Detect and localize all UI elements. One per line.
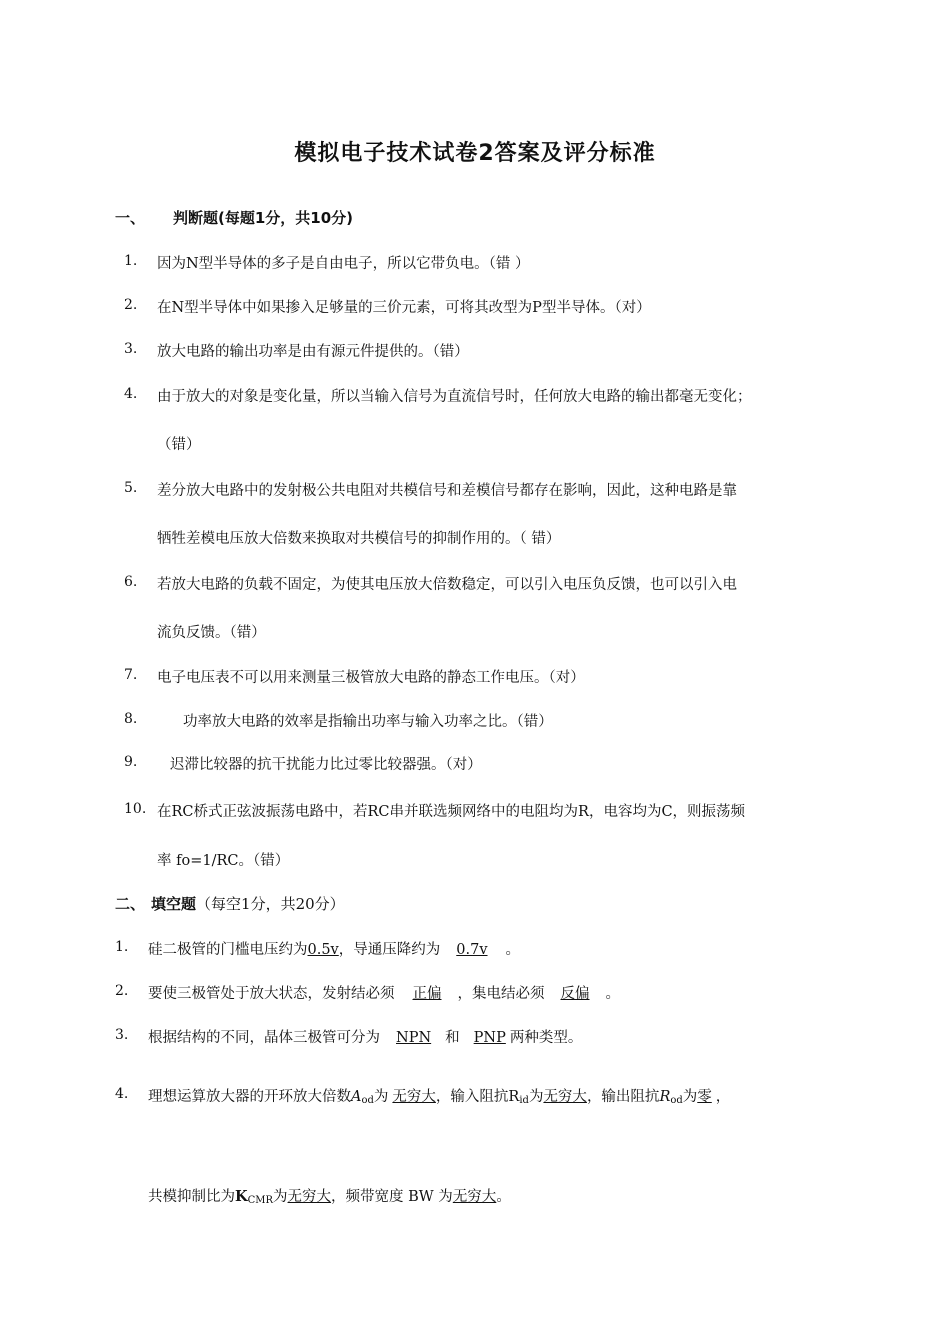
- q2-2-number: 2.: [115, 983, 129, 999]
- q2-4-sym-rid-sub: id: [519, 1095, 529, 1106]
- q2-1-blank-2: 0.7v: [456, 942, 488, 958]
- q1-5-text: 差分放大电路中的发射极公共电阻对共模信号和差模信号都存在影响，因此，这种电路是靠: [157, 483, 737, 499]
- q2-4-blank-1: 无穷大: [392, 1089, 436, 1105]
- q2-1-text-d: 。: [505, 942, 521, 958]
- q2-4-line2-text-b: ，频带宽度 BW 为: [331, 1189, 453, 1205]
- q2-2-text-a: 要使三极管处于放大状态，发射结必须: [148, 986, 395, 1002]
- page-title: 模拟电子技术试卷2答案及评分标准: [294, 141, 656, 166]
- q2-3-text-d: 两种类型。: [509, 1030, 583, 1046]
- q2-1-line: [148, 938, 520, 959]
- q2-3-line: [148, 1026, 582, 1047]
- q1-10-number: 10.: [124, 801, 147, 817]
- q1-8-number: 8.: [124, 711, 138, 727]
- section-1-number: 一、: [115, 209, 146, 227]
- q1-10-text: 在RC桥式正弦波振荡电路中，若RC串并联选频网络中的电阻均为R，电容均为C，则振荡频: [157, 804, 746, 820]
- q1-8-text: 功率放大电路的效率是指输出功率与输入功率之比。（错）: [183, 714, 553, 730]
- q2-4-text-c: ，输入阻抗: [435, 1089, 509, 1105]
- q2-4-word-1: 为: [373, 1089, 389, 1105]
- q2-3-text-c: 和: [445, 1030, 460, 1046]
- section-1-title: 判断题(每题1分，共10分): [173, 209, 354, 227]
- q2-4-text-a: 理想运算放大器的开环放大倍数: [148, 1089, 351, 1105]
- q2-3-text-a: 根据结构的不同，晶体三极管可分为: [148, 1030, 380, 1046]
- q1-3-text: 放大电路的输出功率是由有源元件提供的。（错）: [157, 344, 469, 360]
- q2-1-text-a: 硅二极管的门槛电压约为: [148, 942, 308, 958]
- q2-1-number: 1.: [115, 939, 129, 955]
- q2-4-word-3: 为: [682, 1089, 698, 1105]
- q2-4-line-1: [148, 1085, 730, 1106]
- q2-4-line2-word: 为: [273, 1189, 288, 1205]
- section-2-heading: [115, 893, 345, 914]
- q1-9-text: 迟滞比较器的抗干扰能力比过零比较器强。（对）: [170, 757, 482, 773]
- q1-5-cont: 牺牲差模电压放大倍数来换取对共模信号的抑制作用的。（ 错）: [157, 531, 561, 547]
- q1-7-number: 7.: [124, 667, 138, 683]
- q2-4-line-2: [148, 1185, 511, 1206]
- q2-4-sym-aod-sub: od: [361, 1095, 374, 1106]
- section-2-note: （每空1分，共20分）: [196, 895, 345, 913]
- q1-5-number: 5.: [124, 480, 138, 496]
- q1-6-text: 若放大电路的负载不固定，为使其电压放大倍数稳定，可以引入电压负反馈，也可以引入电: [157, 577, 737, 593]
- q2-4-number: 4.: [115, 1086, 129, 1102]
- q2-2-blank-2: 反偏: [560, 986, 590, 1002]
- q1-2-text: 在N型半导体中如果掺入足够量的三价元素，可将其改型为P型半导体。（对）: [157, 300, 651, 316]
- q2-4-blank-4: 无穷大: [287, 1189, 332, 1205]
- q2-2-blank-1: 正偏: [412, 986, 442, 1002]
- q2-4-blank-2: 无穷大: [543, 1089, 587, 1105]
- q2-3-blank-2: PNP: [473, 1030, 506, 1046]
- q2-4-sym-aod: A: [351, 1089, 362, 1105]
- q2-4-blank-3: 零: [697, 1089, 712, 1105]
- q2-4-sym-kcmr: K: [235, 1188, 248, 1205]
- q2-2-line: [148, 982, 620, 1003]
- q2-4-sym-rod: R: [659, 1089, 671, 1105]
- section-2-number: 二、: [115, 895, 146, 913]
- q2-4-line2-text-c: 。: [496, 1189, 511, 1205]
- q2-4-word-2: 为: [528, 1089, 544, 1105]
- q1-9-number: 9.: [124, 754, 138, 770]
- q1-4-text: 由于放大的对象是变化量，所以当输入信号为直流信号时，任何放大电路的输出都毫无变化；: [157, 389, 752, 405]
- q2-1-text-c: ，导通压降约为: [338, 942, 441, 958]
- q1-1-text: 因为N型半导体的多子是自由电子，所以它带负电。（错 ）: [157, 256, 530, 272]
- q2-4-sym-kcmr-sub: CMR: [247, 1195, 274, 1206]
- q1-10-cont: 率 fo=1/RC。（错）: [157, 853, 290, 869]
- q2-4-sym-rod-sub: od: [670, 1095, 683, 1106]
- q2-4-line2-text-a: 共模抑制比为: [148, 1189, 235, 1205]
- q1-1-number: 1.: [124, 253, 138, 269]
- q1-4-cont: （错）: [157, 437, 201, 453]
- q2-3-blank-1: NPN: [396, 1030, 432, 1046]
- q1-6-number: 6.: [124, 574, 138, 590]
- q2-3-number: 3.: [115, 1027, 129, 1043]
- section-1-heading: [115, 207, 353, 228]
- q1-3-number: 3.: [124, 341, 138, 357]
- q1-2-number: 2.: [124, 297, 138, 313]
- q2-4-text-d: ，输出阻抗: [586, 1089, 660, 1105]
- q1-6-cont: 流负反馈。（错）: [157, 625, 266, 641]
- q2-4-blank-5: 无穷大: [452, 1189, 497, 1205]
- q2-2-text-d: 。: [605, 986, 620, 1002]
- q2-4-text-e: ，: [715, 1089, 731, 1105]
- section-2-title: 填空题: [151, 895, 197, 913]
- q2-2-text-c: ，集电结必须: [457, 986, 545, 1002]
- q2-4-sym-rid: R: [508, 1089, 520, 1105]
- q1-7-text: 电子电压表不可以用来测量三极管放大电路的静态工作电压。（对）: [157, 670, 585, 686]
- q1-4-number: 4.: [124, 386, 138, 402]
- q2-1-blank-1: 0.5v: [307, 942, 339, 958]
